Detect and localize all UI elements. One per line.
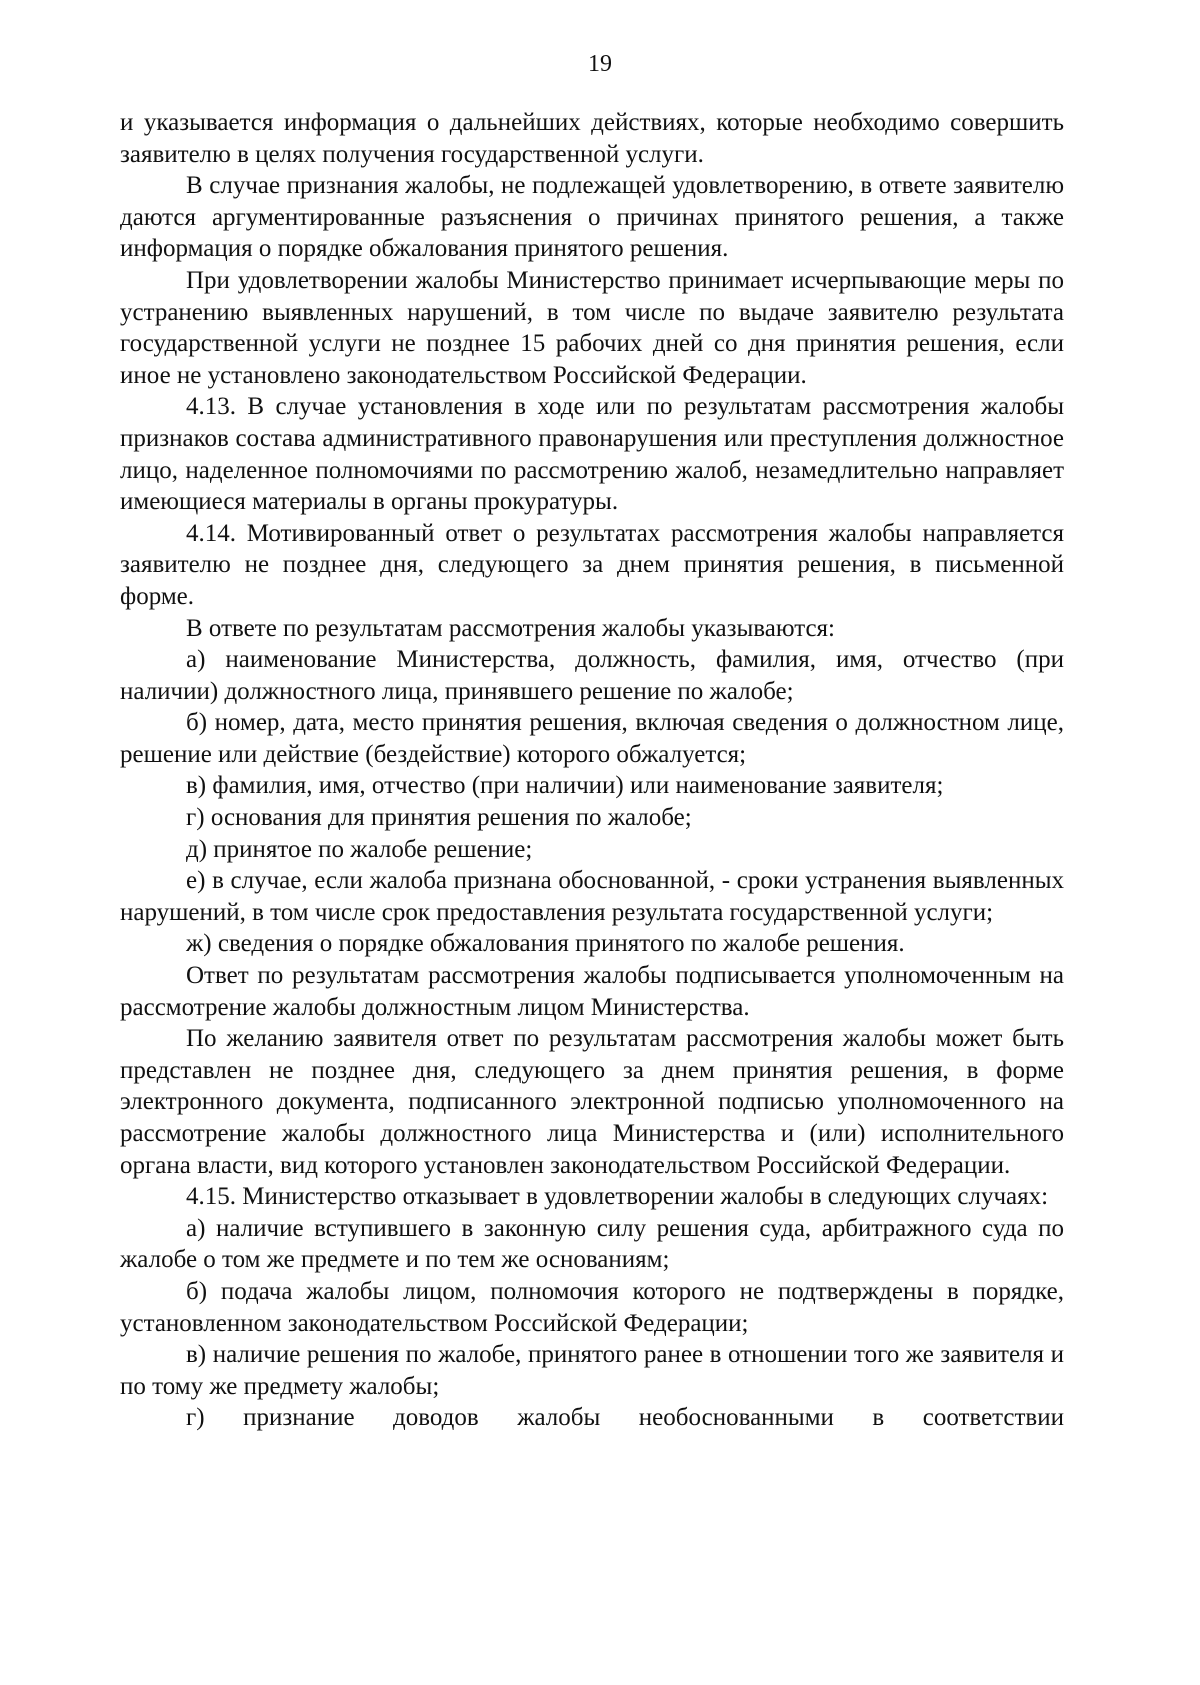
paragraph: Ответ по результатам рассмотрения жалобы подписывается уполномоченным на рассмотрение жалобы должностным лицом Министерства. bbox=[120, 962, 1064, 1021]
paragraph: 4.15. Министерство отказывает в удовлетворении жалобы в следующих случаях: bbox=[186, 1183, 1049, 1211]
paragraph: б) номер, дата, место принятия решения, включая сведения о должностном лице, решение или действие (бездействие) которого обжалуется; bbox=[120, 709, 1064, 768]
paragraph: г) признание доводов жалобы необоснованными в соответствии bbox=[186, 1404, 1064, 1432]
paragraph: ж) сведения о порядке обжалования принятого по жалобе решения. bbox=[186, 930, 905, 958]
paragraph: г) основания для принятия решения по жалобе; bbox=[186, 804, 692, 832]
document-body bbox=[120, 107, 1064, 1434]
paragraph: в) наличие решения по жалобе, принятого ранее в отношении того же заявителя и по тому же предмету жалобы; bbox=[120, 1341, 1064, 1400]
paragraph: б) подача жалобы лицом, полномочия которого не подтверждены в порядке, установленном законодательством Российской Федерации; bbox=[120, 1277, 1064, 1337]
paragraph: а) наличие вступившего в законную силу решения суда, арбитражного суда по жалобе о том же предмете и по тем же основаниям; bbox=[120, 1214, 1064, 1274]
paragraph: е) в случае, если жалоба признана обоснованной, - сроки устранения выявленных нарушений, в том числе срок предоставления результата государственной услуги; bbox=[120, 867, 1064, 926]
page-number: 19 bbox=[588, 51, 612, 77]
paragraph: 4.14. Мотивированный ответ о результатах рассмотрения жалобы направляется заявителю не позднее дня, следующего за днем принятия решения, в письменной форме. bbox=[120, 519, 1064, 610]
paragraph: По желанию заявителя ответ по результатам рассмотрения жалобы может быть представлен не позднее дня, следующего за днем принятия решения, в форме электронного документа, подписанного электронной подписью уполномоченного на рассмотрение жалобы должностного лица Министерства и (или) исполнительного органа власти, вид которого установлен законодательством Российской Федерации. bbox=[120, 1025, 1064, 1179]
paragraph: а) наименование Министерства, должность, фамилия, имя, отчество (при наличии) должностного лица, принявшего решение по жалобе; bbox=[120, 646, 1064, 705]
paragraph: д) принятое по жалобе решение; bbox=[186, 835, 533, 863]
paragraph: в) фамилия, имя, отчество (при наличии) или наименование заявителя; bbox=[186, 772, 944, 800]
paragraph: и указывается информация о дальнейших действиях, которые необходимо совершить заявителю в целях получения государственной услуги. bbox=[120, 109, 1064, 168]
paragraph: В ответе по результатам рассмотрения жалобы указываются: bbox=[186, 614, 835, 642]
paragraph: При удовлетворении жалобы Министерство принимает исчерпывающие меры по устранению выявленных нарушений, в том числе по выдаче заявителю результата государственной услуги не позднее 15 рабочих дней со дня принятия решения, если иное не установлено законодательством Российской Федерации. bbox=[120, 266, 1064, 389]
paragraph: 4.13. В случае установления в ходе или по результатам рассмотрения жалобы признаков состава административного правонарушения или преступления должностное лицо, наделенное полномочиями по рассмотрению жалоб, незамедлительно направляет имеющиеся материалы в органы прокуратуры. bbox=[120, 393, 1064, 516]
paragraph: В случае признания жалобы, не подлежащей удовлетворению, в ответе заявителю даются аргументированные разъяснения о причинах принятого решения, а также информация о порядке обжалования принятого решения. bbox=[120, 172, 1064, 263]
